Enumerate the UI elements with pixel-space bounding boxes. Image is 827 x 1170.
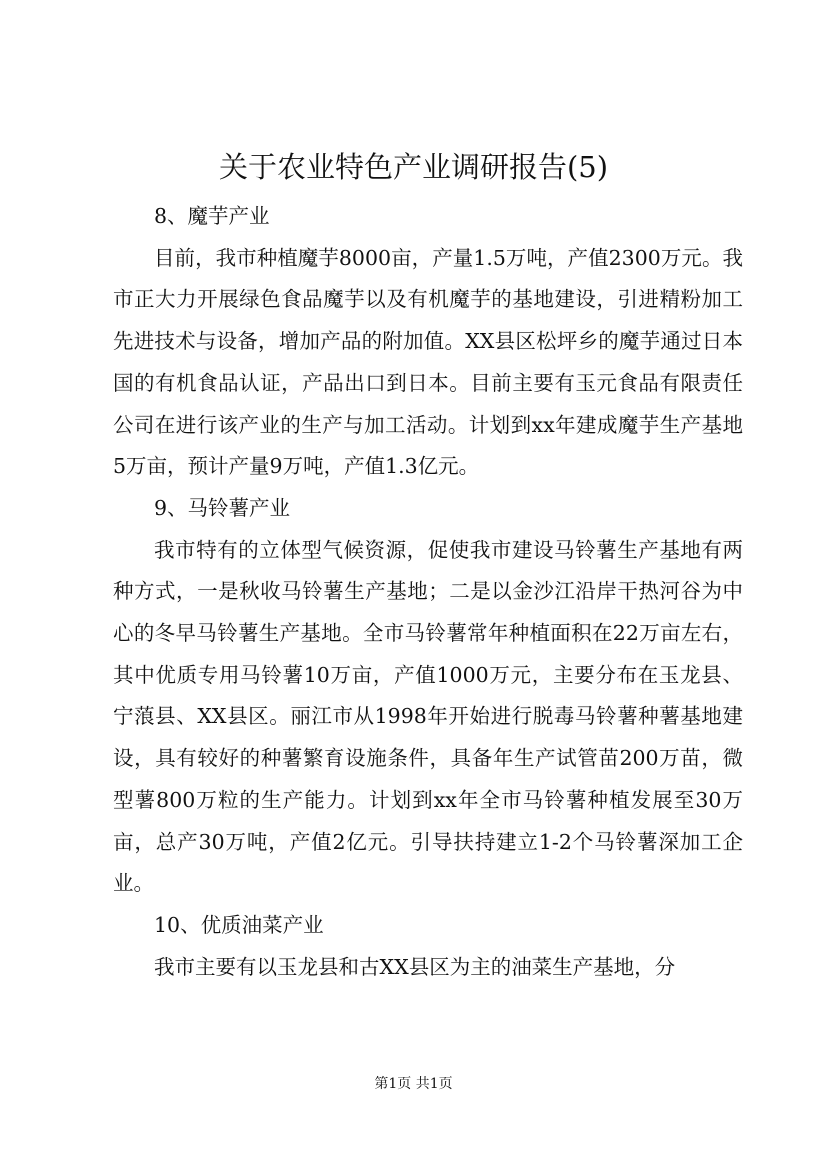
- section-heading-potato: 9、马铃薯产业: [154, 495, 291, 520]
- section-heading-konjac: 8、魔芋产业: [154, 204, 270, 228]
- document-body: [113, 196, 743, 988]
- document-title: 关于农业特色产业调研报告(5): [218, 150, 609, 184]
- paragraph-potato: 我市特有的立体型气候资源，促使我市建设马铃薯生产基地有两种方式，一是秋收马铃薯生产基地；二是以金沙江沿岸干热河谷为中心的冬早马铃薯生产基地。全市马铃薯常年种植面积在22万亩左右，其中优质专用马铃薯10万亩，产值1000万元，主要分布在玉龙县、宁蒗县、XX县区。丽江市从1998年开始进行脱毒马铃薯种薯基地建设，具有较好的种薯繁育设施条件，具备年生产试管苗200万苗，微型薯800万粒的生产能力。计划到xx年全市马铃薯种植发展至30万亩，总产30万吨，产值2亿元。引导扶持建立1-2个马铃薯深加工企业。: [113, 537, 743, 896]
- paragraph-konjac: 目前，我市种植魔芋8000亩，产量1.5万吨，产值2300万元。我市正大力开展绿色食品魔芋以及有机魔芋的基地建设，引进精粉加工先进技术与设备，增加产品的附加值。XX县区松坪乡的魔芋通过日本国的有机食品认证，产品出口到日本。目前主要有玉元食品有限责任公司在进行该产业的生产与加工活动。计划到xx年建成魔芋生产基地5万亩，预计产量9万吨，产值1.3亿元。: [113, 245, 743, 479]
- page-footer: 第1页 共1页: [374, 1076, 453, 1092]
- section-heading-rapeseed: 10、优质油菜产业: [154, 912, 324, 937]
- paragraph-rapeseed: 我市主要有以玉龙县和古XX县区为主的油菜生产基地，分: [154, 954, 676, 979]
